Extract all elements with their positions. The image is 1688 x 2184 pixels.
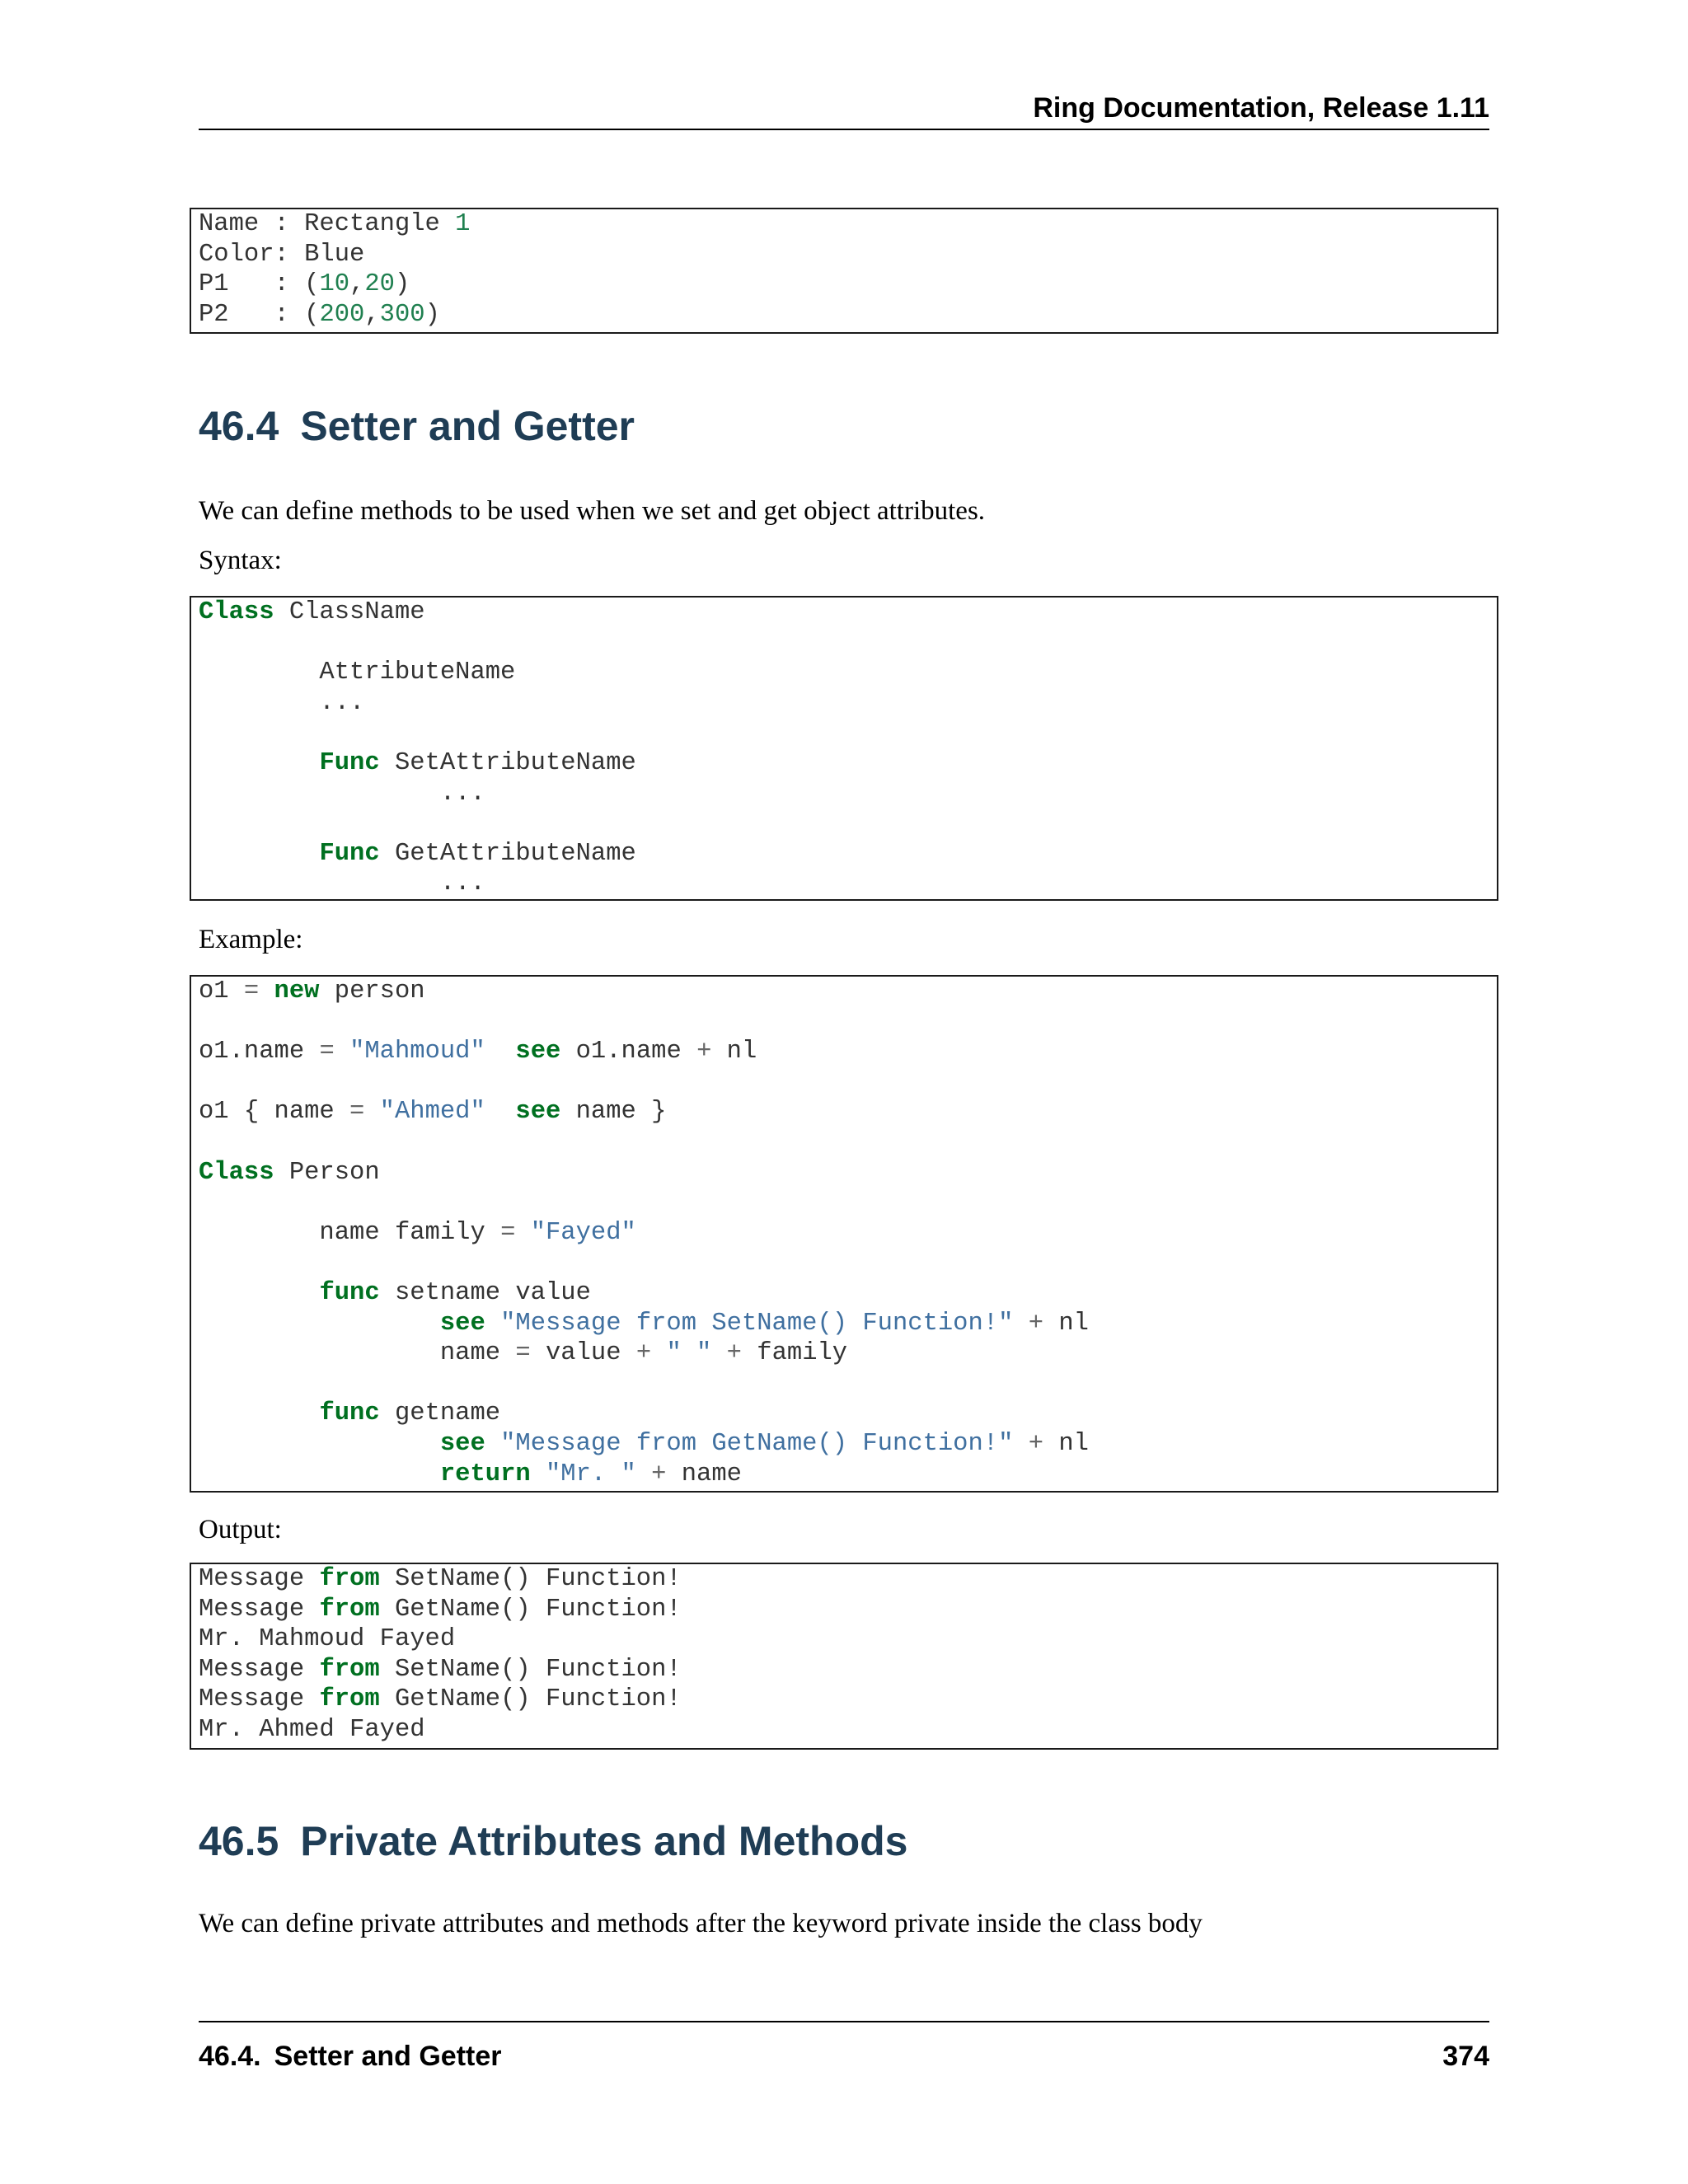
code-line: AttributeName <box>199 658 516 687</box>
running-header-title: Ring Documentation, Release 1.11 <box>1033 92 1489 124</box>
section-number: 46.5 <box>199 1818 279 1864</box>
syntax-label: Syntax: <box>199 546 282 575</box>
code-listing <box>191 977 1497 1489</box>
code-line: o1.name = "Mahmoud" see o1.name + nl <box>199 1038 757 1066</box>
code-line: Message from SetName() Function! <box>199 1565 682 1593</box>
footer-section-number: 46.4. <box>199 2041 261 2072</box>
section-heading-46-5 <box>199 1817 907 1865</box>
code-listing <box>191 598 1497 899</box>
running-footer-section <box>199 2041 501 2073</box>
code-line: func getname <box>319 1399 501 1428</box>
section-title: Private Attributes and Methods <box>300 1818 908 1864</box>
code-listing <box>191 1564 1497 1746</box>
example-label: Example: <box>199 925 303 954</box>
footer-rule <box>199 2021 1489 2022</box>
output-code-block <box>190 1563 1498 1750</box>
code-line: P1 : (10,20) <box>199 270 410 299</box>
code-line: Func SetAttributeName <box>319 748 636 777</box>
code-line: ... <box>199 869 485 898</box>
header-rule <box>199 129 1489 130</box>
code-line: Mr. Ahmed Fayed <box>199 1715 425 1744</box>
section-intro-paragraph: We can define private attributes and methods after the keyword private inside the class body <box>199 1909 1203 1938</box>
code-line: name = value + " " + family <box>199 1339 848 1368</box>
output-code-block-rectangle <box>190 208 1498 334</box>
code-line: Message from SetName() Function! <box>199 1655 682 1684</box>
page-number: 374 <box>1442 2041 1489 2072</box>
section-number: 46.4 <box>199 403 279 449</box>
code-line: Message from GetName() Function! <box>199 1685 682 1714</box>
code-line: see "Message from SetName() Function!" + nl <box>439 1309 1089 1338</box>
code-line: o1 = new person <box>199 977 425 1005</box>
code-line: ... <box>199 688 365 717</box>
code-line: P2 : (200,300) <box>199 300 440 329</box>
code-line: return "Mr. " + name <box>439 1460 742 1488</box>
code-line: Mr. Mahmoud Fayed <box>199 1625 456 1654</box>
code-line: Func GetAttributeName <box>319 839 636 868</box>
code-line: Message from GetName() Function! <box>199 1595 682 1624</box>
code-line: Name : Rectangle 1 <box>199 210 471 238</box>
code-line: Class ClassName <box>199 598 425 626</box>
syntax-code-block <box>190 596 1498 901</box>
code-line: func setname value <box>319 1278 591 1307</box>
code-line: ... <box>199 779 485 808</box>
code-listing <box>191 209 1497 330</box>
output-label: Output: <box>199 1515 282 1544</box>
code-line: Class Person <box>199 1158 380 1187</box>
section-intro-paragraph: We can define methods to be used when we set and get object attributes. <box>199 496 986 526</box>
section-title: Setter and Getter <box>300 403 635 449</box>
code-line: name family = "Fayed" <box>199 1218 636 1247</box>
footer-section-title: Setter and Getter <box>274 2041 502 2072</box>
code-line: o1 { name = "Ahmed" see name } <box>199 1098 667 1127</box>
example-code-block <box>190 975 1498 1493</box>
code-line: see "Message from GetName() Function!" + nl <box>439 1429 1089 1458</box>
code-line: Color: Blue <box>199 240 365 269</box>
section-heading-46-4 <box>199 402 635 450</box>
